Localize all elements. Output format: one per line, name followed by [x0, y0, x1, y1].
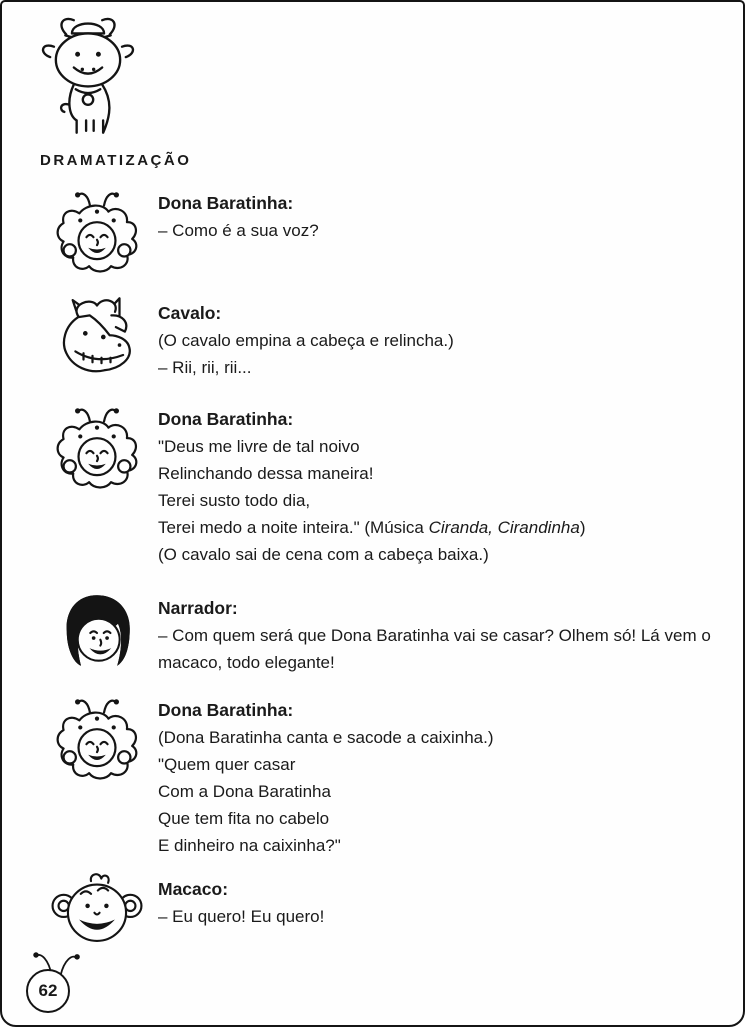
speaker-name: Dona Baratinha: — [158, 409, 294, 429]
dialogue-line: – Como é a sua voz? — [158, 221, 319, 240]
ladybug-girl-icon — [36, 189, 158, 277]
dialogue-entry — [36, 696, 717, 859]
ladybug-girl-icon — [36, 405, 158, 493]
horse-icon — [36, 299, 158, 379]
verse-line-with-music: Terei medo a noite inteira." (Música Ciranda, Cirandinha) — [158, 518, 586, 537]
verse-line: Relinchando dessa maneira! — [158, 464, 374, 483]
dialogue-entry — [36, 405, 717, 568]
dialogue-entry — [36, 875, 717, 951]
verse-line: Com a Dona Baratinha — [158, 782, 331, 801]
speaker-name: Narrador: — [158, 598, 238, 618]
music-title: Ciranda, Cirandinha — [428, 518, 580, 537]
stage-direction: (Dona Baratinha canta e sacode a caixinha.) — [158, 728, 494, 747]
narrator-icon — [36, 594, 158, 676]
verse-line: "Quem quer casar — [158, 755, 296, 774]
dialogue-entry — [36, 594, 717, 676]
dialogue-line: – Eu quero! Eu quero! — [158, 907, 325, 926]
verse-line: Que tem fita no cabelo — [158, 809, 330, 828]
stage-direction: (O cavalo empina a cabeça e relincha.) — [158, 331, 454, 350]
verse-line: "Deus me livre de tal noivo — [158, 437, 360, 456]
verse-line: Terei susto todo dia, — [158, 491, 311, 510]
goat-icon — [36, 10, 140, 142]
verse-line: E dinheiro na caixinha?" — [158, 836, 341, 855]
goat-illustration — [36, 10, 717, 144]
speaker-name: Dona Baratinha: — [158, 193, 294, 213]
page-number: 62 — [26, 969, 70, 1013]
ladybug-girl-icon — [36, 696, 158, 784]
speaker-name: Dona Baratinha: — [158, 700, 294, 720]
narration-paragraph: – Com quem será que Dona Baratinha vai se casar? Olhem só! Lá vem o macaco, todo elegante! — [158, 626, 711, 672]
speaker-name: Macaco: — [158, 879, 229, 899]
dialogue-line: – Rii, rii, rii... — [158, 358, 252, 377]
speaker-name: Cavalo: — [158, 303, 222, 323]
section-heading: DRAMATIZAÇÃO — [40, 152, 192, 169]
page-number-badge — [26, 934, 85, 1013]
dialogue-entry — [36, 189, 717, 277]
stage-direction: (O cavalo sai de cena com a cabeça baixa.) — [158, 545, 489, 564]
dialogue-entry — [36, 299, 717, 381]
antennae-icon — [29, 934, 85, 976]
